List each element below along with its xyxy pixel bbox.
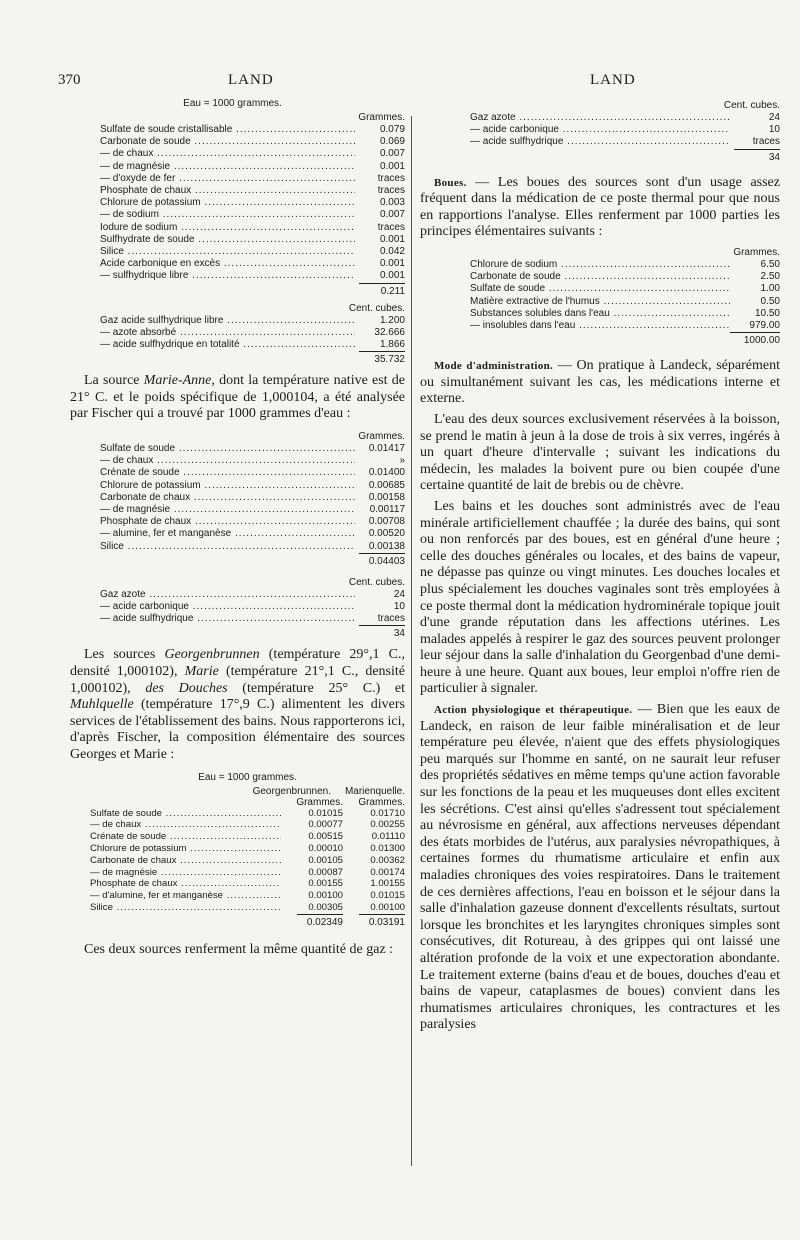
row-name: — d'alumine, fer et manganèse ..... [90, 890, 281, 902]
table-row [90, 867, 405, 879]
row-value: 24 [768, 112, 780, 123]
table-row [100, 148, 405, 160]
row-value: 0.003 [379, 197, 405, 209]
table-row [470, 283, 780, 295]
table-row [90, 855, 405, 867]
table-row [100, 124, 405, 136]
table-row [100, 258, 405, 270]
table-row [90, 902, 405, 914]
table-row [90, 831, 405, 843]
table-row [100, 315, 405, 327]
value-georgenbrunnen: 0.00087 [308, 866, 343, 878]
row-value: 0.01417 [368, 443, 405, 455]
row-name: Gaz azote ..... [470, 112, 730, 124]
unit-label: Grammes. [358, 796, 405, 808]
row-value: 2.50 [760, 271, 780, 283]
row-name: Iodure de sodium ..... [100, 222, 355, 234]
row-name: Acide carbonique en excès ..... [100, 258, 355, 270]
table-row [90, 878, 405, 890]
row-value: 0.001 [379, 270, 405, 282]
table-row [100, 246, 405, 258]
table-total: 0.211 [359, 283, 405, 297]
row-value: 10 [768, 124, 780, 136]
table-row [100, 339, 405, 351]
row-value: 0.001 [379, 258, 405, 270]
paragraph-boues: Boues. — Les boues des sources sont d'un usage assez fréquent dans la médication de ce poste thermal pour que nous en rapportions l'analyse. Elles renferment par 1000 parties les principes élémentaires suivants : [420, 174, 780, 240]
table-row [100, 270, 405, 282]
running-head-right: LAND [590, 72, 636, 88]
table-total: 34 [734, 149, 780, 163]
row-name: Chlorure de potassium ..... [100, 197, 355, 209]
table-total: 0.04403 [359, 553, 405, 567]
table-row [100, 504, 405, 516]
paragraph-gaz: Ces deux sources renferment la même quantité de gaz : [84, 941, 394, 957]
value-marienquelle: 0.01300 [370, 843, 405, 855]
row-name: Sulfate de soude ..... [90, 808, 281, 820]
row-name: — de chaux ..... [100, 148, 355, 160]
row-name: — de chaux ..... [100, 455, 355, 467]
row-name: Silice ..... [100, 541, 355, 553]
row-name: — de magnésie ..... [100, 161, 355, 173]
row-name: Carbonate de chaux ..... [100, 492, 355, 504]
row-value: 0.00685 [368, 479, 405, 491]
table-row [470, 308, 780, 320]
table-row [100, 161, 405, 173]
unit-label: Cent. cubes. [348, 302, 405, 314]
row-value: 0.001 [379, 160, 405, 172]
row-value: 0.00117 [369, 504, 405, 516]
row-value: traces [377, 172, 405, 184]
table-row [100, 492, 405, 504]
value-marienquelle: 0.00255 [370, 819, 405, 831]
table-row [90, 843, 405, 855]
row-name: Silice ..... [90, 902, 281, 914]
gas-table-3 [470, 100, 780, 163]
value-marienquelle: 0.01015 [370, 890, 405, 902]
row-name: — sulfhydrique libre ..... [100, 270, 355, 282]
value-marienquelle: 0.00174 [370, 866, 405, 878]
table-total: 34 [359, 625, 405, 639]
row-name: Carbonate de soude ..... [100, 136, 355, 148]
gas-table-2 [100, 577, 405, 640]
unit-label: Cent. cubes. [723, 100, 780, 111]
row-value: traces [377, 613, 405, 625]
paragraph-action: Action physiologique et thérapeutique. — Bien que les eaux de Landeck, en raison de leur faible minéralisation et de leur température peu élevée, n'aient que des effets physiologiques peu marqués sur l'homme en santé, on ne saurait leur refuser des propriétés sédatives en même temps qu'une action favorable sur les fonctions de la peau et les muqueuses dont elles excitent les sécrétions. C'est ainsi qu'elles s'adressent tout spécialement au névrosisme en général, aux affections nerveuses dépendant des états morbides de l'utérus, aux paralysies névropathiques, à certaines formes du rhumatisme articulaire et enfin aux maladies chroniques des voies respiratoires. Dans le traitement de ces dernières affections, l'eau en boisson et le séjour dans la salle d'inhalation gazeuse donnent d'excellents résultats, surtout lorsque les bronchites et les laryngites chroniques simples sont consécutives, dit Rotureau, à des grippes qui ont laissé une altération profonde de la voix et une expectoration abondante. Le traitement externe (bains d'eau et de boues, douches d'eau et bains de vapeur, cataplasmes de boues) convient dans les rhumatismes articulaires chroniques, les contractures et les paralysies [420, 702, 780, 1033]
row-value: 0.00158 [368, 491, 405, 503]
value-georgenbrunnen: 0.00100 [308, 890, 343, 902]
row-name: Carbonate de chaux ..... [90, 855, 281, 867]
paragraph-marie-anne: La source Marie-Anne, dont la température native est de 21° C. et le poids spécifique de 1,000104, a été analysée par Fischer qui a trouvé par 1000 grammes d'eau : [70, 373, 405, 422]
column-divider [411, 116, 412, 1166]
row-name: — de magnésie ..... [100, 504, 355, 516]
value-marienquelle: 1.00155 [370, 878, 405, 890]
row-name: Phosphate de chaux ..... [90, 878, 281, 890]
unit-label: Grammes. [358, 431, 405, 443]
paragraph-bains: Les bains et les douches sont administrés avec de l'eau minérale artificiellement chauffée ; la durée des bains, qui sont ou non renforcés par des boues, est en général d'une heure ; celle des douches générales ou locales, et des bains de vapeur, ne dépasse pas quinze ou vingt minutes. Les douches locales et plus spécialement les douches vaginales sont très employées à ce poste thermal dont la médication hydrominérale topique jouit d'une grande réputation dans les affections utérines. Les malades appelés à respirer le gaz des sources peuvent prolonger leur séjour dans la salle d'inhalation du Georgenbad d'une demi-heure à une heure. Quant aux boues, leur emploi n'offre rien de particulier à signaler. [420, 498, 780, 697]
value-georgenbrunnen: 0.00105 [308, 854, 343, 866]
unit-label: Cent. cubes. [348, 576, 405, 588]
row-name: — alumine, fer et manganèse ..... [100, 528, 355, 540]
row-value: 32.666 [374, 326, 405, 338]
value-georgenbrunnen: 0.00155 [308, 878, 343, 890]
row-value: traces [377, 185, 405, 197]
row-name: — de sodium ..... [100, 209, 355, 221]
row-name: — acide sulfhydrique ..... [100, 613, 355, 625]
row-name: — acide sulfhydrique en totalité ..... [100, 339, 355, 351]
table-row [100, 589, 405, 601]
row-value: 0.001 [379, 233, 405, 245]
row-value: 979.00 [749, 320, 780, 331]
table-row [100, 173, 405, 185]
row-name: Chlorure de sodium ..... [470, 259, 730, 271]
section-heading-mode: Mode d'administration. [434, 360, 554, 373]
table-row [470, 296, 780, 308]
page-number: 370 [58, 72, 81, 88]
running-head-left: LAND [228, 72, 274, 88]
table-row [100, 222, 405, 234]
table-row [470, 271, 780, 283]
row-value: 1.866 [379, 339, 405, 351]
row-value: 0.042 [379, 246, 405, 258]
row-value: 0.50 [760, 295, 780, 307]
row-value: 0.00138 [368, 540, 405, 552]
table-row [470, 136, 780, 148]
value-georgenbrunnen: 0.00515 [308, 831, 343, 843]
table-row [100, 136, 405, 148]
unit-label: Grammes. [358, 112, 405, 123]
table-row [100, 516, 405, 528]
paragraph-mode: Mode d'administration. — On pratique à Landeck, séparément ou simultanément suivant les cas, les médications interne et externe. [420, 358, 780, 407]
col-head-georgenbrunnen: Georgenbrunnen. [252, 785, 331, 797]
table-row [100, 480, 405, 492]
table-total: 0.03191 [359, 914, 405, 928]
row-value: 24 [393, 588, 405, 600]
table-row [100, 327, 405, 339]
value-georgenbrunnen: 0.00010 [308, 843, 343, 855]
row-value: 0.079 [379, 124, 405, 135]
comparison-table [90, 772, 405, 928]
row-value: 0.01400 [368, 467, 405, 479]
boues-table [470, 247, 780, 346]
table-row [100, 185, 405, 197]
table-row [100, 541, 405, 553]
row-value: 0.00520 [368, 528, 405, 540]
unit-label: Grammes. [296, 796, 343, 808]
table-row [90, 819, 405, 831]
row-value: 6.50 [760, 258, 780, 270]
gas-table-1 [100, 303, 405, 366]
table-row [470, 124, 780, 136]
section-heading-boues: Boues. [434, 176, 467, 189]
row-value: 10.50 [754, 307, 780, 319]
table-row [100, 613, 405, 625]
analysis-table-marie-anne [100, 431, 405, 567]
row-name: Crénate de soude ..... [90, 831, 281, 843]
row-name: Sulfate de soude cristallisable ..... [100, 124, 355, 136]
row-name: Sulfate de soude ..... [100, 443, 355, 455]
table-row [100, 455, 405, 467]
row-value: 10 [393, 601, 405, 613]
row-name: Gaz acide sulfhydrique libre ..... [100, 315, 355, 327]
value-marienquelle: 0.00362 [370, 854, 405, 866]
value-georgenbrunnen: 0.01015 [308, 807, 343, 819]
unit-label: Grammes. [733, 246, 780, 258]
row-name: — de magnésie ..... [90, 867, 281, 879]
row-name: Phosphate de chaux ..... [100, 516, 355, 528]
row-name: — d'oxyde de fer ..... [100, 173, 355, 185]
value-marienquelle: 0.01110 [371, 831, 405, 843]
row-name: — azote absorbé ..... [100, 327, 355, 339]
row-value: » [399, 455, 405, 467]
row-name: Gaz azote ..... [100, 589, 355, 601]
table-row [90, 808, 405, 820]
row-name: Sulfate de soude ..... [470, 283, 730, 295]
row-name: Crénate de soude ..... [100, 467, 355, 479]
row-name: Matière extractive de l'humus ..... [470, 296, 730, 308]
row-name: — acide sulfhydrique ..... [470, 136, 730, 148]
row-value: 1.200 [379, 314, 405, 326]
table-row [100, 234, 405, 246]
left-column [70, 98, 405, 966]
row-name: Silice ..... [100, 246, 355, 258]
table-total: 0.02349 [297, 914, 343, 928]
row-value: 0.007 [379, 148, 405, 160]
table-caption: Eau = 1000 grammes. [198, 771, 297, 783]
table-row [470, 320, 780, 332]
value-marienquelle: 0.01710 [370, 807, 405, 819]
row-name: — de chaux ..... [90, 819, 281, 831]
section-heading-action: Action physiologique et thérapeutique. [434, 704, 633, 717]
table-total: 35.732 [359, 351, 405, 365]
row-name: Chlorure de potassium ..... [90, 843, 281, 855]
row-value: traces [377, 221, 405, 233]
table-total: 1000.00 [730, 332, 780, 346]
analysis-table-1 [100, 98, 405, 297]
row-name: — acide carbonique ..... [470, 124, 730, 136]
row-name: Substances solubles dans l'eau ..... [470, 308, 730, 320]
table-row [100, 467, 405, 479]
value-marienquelle: 0.00100 [370, 902, 405, 913]
row-name: Phosphate de chaux ..... [100, 185, 355, 197]
row-value: 0.069 [379, 136, 405, 148]
value-georgenbrunnen: 0.00305 [308, 902, 343, 913]
row-value: traces [752, 136, 780, 148]
paragraph-eau: L'eau des deux sources exclusivement réservées à la boisson, se prend le matin à jeun à la dose de trois à six verres, ingérés à un quart d'heure d'intervalle ; suivant les indications du médecin, les malades la boivent pure ou bien coupée d'une certaine quantité de lait de brebis ou de chèvre. [420, 411, 780, 494]
table-row [470, 259, 780, 271]
row-name: — acide carbonique ..... [100, 601, 355, 613]
table-row [100, 601, 405, 613]
row-name: Sulfhydrate de soude ..... [100, 234, 355, 246]
right-column [420, 98, 780, 1038]
table-row [100, 197, 405, 209]
table-row [100, 209, 405, 221]
table-row [90, 890, 405, 902]
paragraph-sources: Les sources Georgenbrunnen (température 29°,1 C., densité 1,000102), Marie (température 21°,1 C., densité 1,000102), des Douches (température 25° C.) et Muhlquelle (température 17°,9 C.) alimentent les divers services de l'établissement des bains. Nous rapporterons ici, d'après Fischer, la composition élémentaire des sources Georges et Marie : [70, 647, 405, 763]
row-name: — insolubles dans l'eau ..... [470, 320, 730, 332]
table-row [470, 112, 780, 124]
table-caption: Eau = 1000 grammes. [183, 98, 282, 109]
col-head-marienquelle: Marienquelle. [344, 785, 405, 797]
value-georgenbrunnen: 0.00077 [308, 819, 343, 831]
row-value: 0.00708 [368, 516, 405, 528]
row-value: 1.00 [760, 283, 780, 295]
table-row [100, 528, 405, 540]
row-name: Carbonate de soude ..... [470, 271, 730, 283]
row-name: Chlorure de potassium ..... [100, 480, 355, 492]
row-value: 0.007 [379, 209, 405, 221]
table-row [100, 443, 405, 455]
